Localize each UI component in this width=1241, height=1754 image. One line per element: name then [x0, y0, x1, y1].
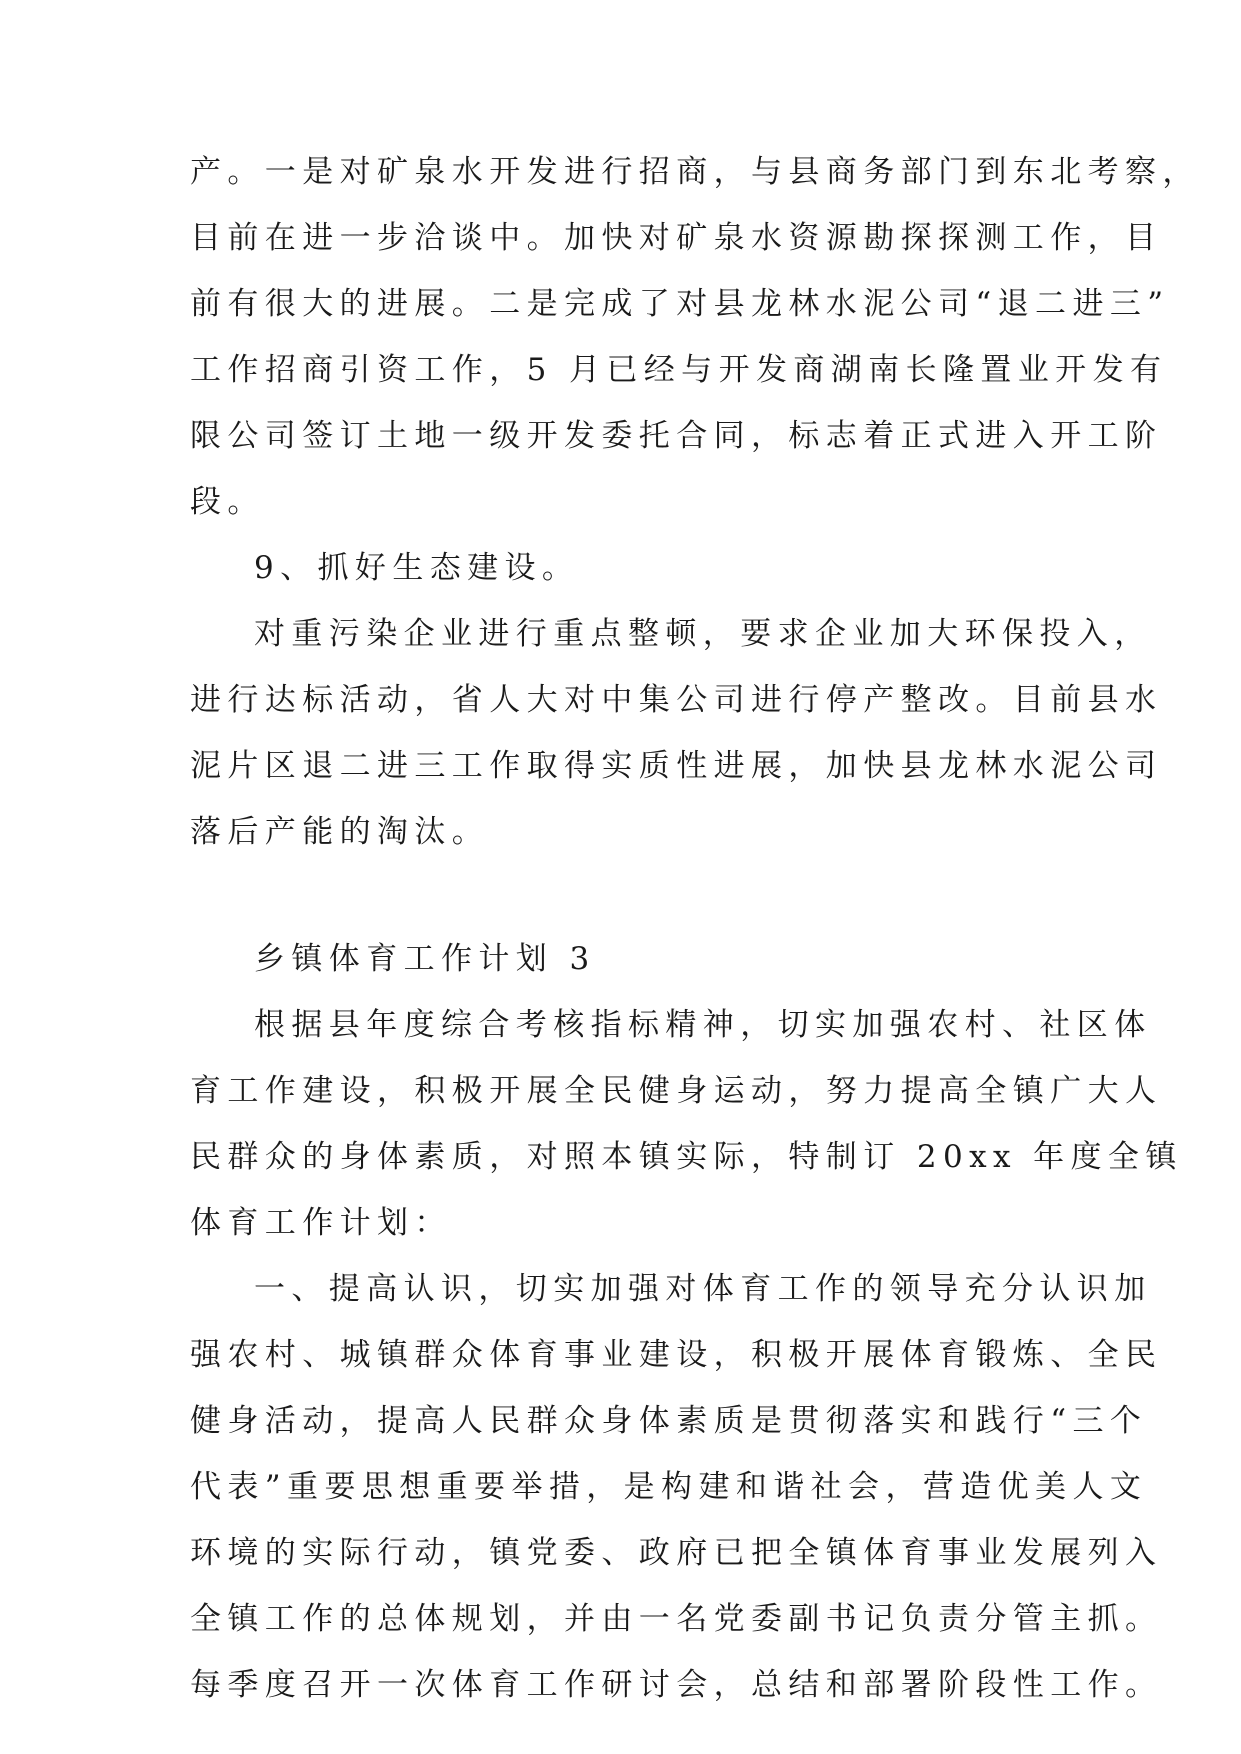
body-text-line: 健身活动，提高人民群众身体素质是贯彻落实和践行“三个 [190, 1403, 1148, 1439]
body-text-line: 工作招商引资工作，5 月已经与开发商湖南长隆置业开发有 [190, 352, 1168, 388]
body-text-line: 前有很大的进展。二是完成了对县龙林水泥公司“退二进三” [190, 286, 1170, 322]
body-text-line: 目前在进一步洽谈中。加快对矿泉水资源勘探探测工作，目 [190, 220, 1163, 256]
body-text-line: 强农村、城镇群众体育事业建设，积极开展体育锻炼、全民 [190, 1337, 1163, 1373]
body-text-line: 一、提高认识，切实加强对体育工作的领导充分认识加 [254, 1271, 1152, 1307]
section-heading: 9、抓好生态建设。 [254, 550, 580, 586]
body-text-line: 每季度召开一次体育工作研讨会，总结和部署阶段性工作。 [190, 1667, 1163, 1703]
body-text-line: 限公司签订土地一级开发委托合同，标志着正式进入开工阶 [190, 418, 1163, 454]
body-text-line: 落后产能的淘汰。 [190, 814, 490, 850]
body-text-line: 全镇工作的总体规划，并由一名党委副书记负责分管主抓。 [190, 1601, 1163, 1637]
document-title: 乡镇体育工作计划 3 [254, 941, 596, 977]
body-text-line: 环境的实际行动，镇党委、政府已把全镇体育事业发展列入 [190, 1535, 1163, 1571]
body-text-line: 民群众的身体素质，对照本镇实际，特制订 20xx 年度全镇 [190, 1139, 1183, 1175]
body-text-line: 体育工作计划： [190, 1205, 452, 1241]
body-text-line: 代表”重要思想重要举措，是构建和谐社会，营造优美人文 [190, 1469, 1148, 1505]
body-text-line: 对重污染企业进行重点整顿，要求企业加大环保投入， [254, 616, 1152, 652]
body-text-line: 根据县年度综合考核指标精神，切实加强农村、社区体 [254, 1007, 1152, 1043]
body-text-line: 进行达标活动，省人大对中集公司进行停产整改。目前县水 [190, 682, 1163, 718]
body-text-line: 泥片区退二进三工作取得实质性进展，加快县龙林水泥公司 [190, 748, 1163, 784]
body-text-line: 产。一是对矿泉水开发进行招商，与县商务部门到东北考察， [190, 154, 1200, 190]
body-text-line: 段。 [190, 484, 265, 520]
body-text-line: 育工作建设，积极开展全民健身运动，努力提高全镇广大人 [190, 1073, 1163, 1109]
